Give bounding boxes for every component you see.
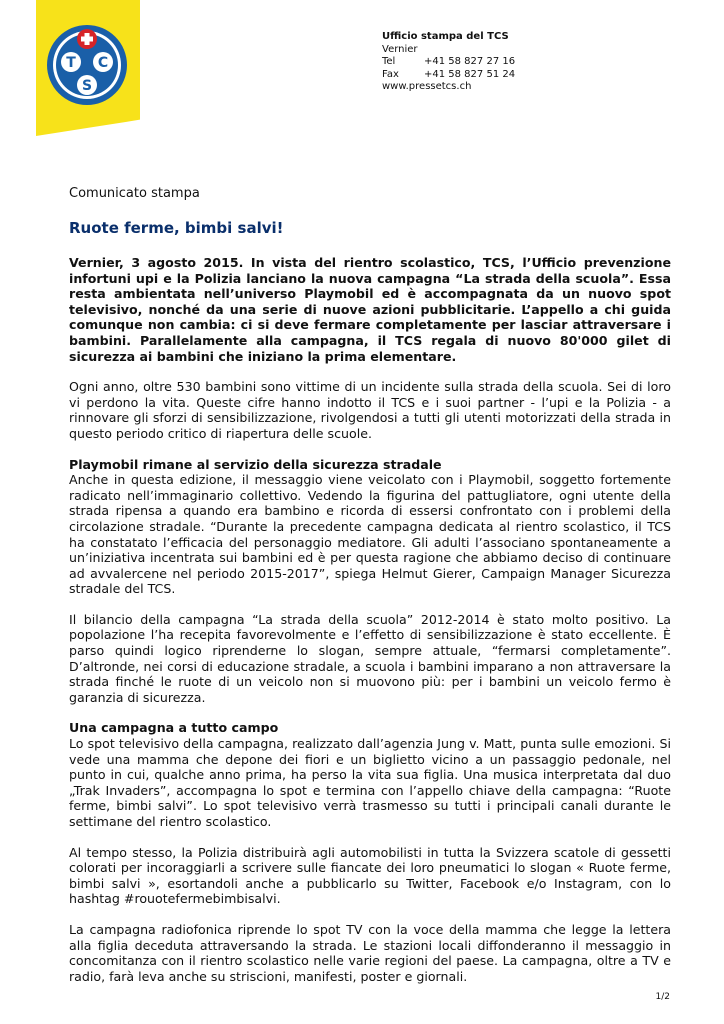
press-release-body <box>69 186 671 999</box>
section-campaign-paragraph-2: Al tempo stesso, la Polizia distribuirà agli automobilisti in tutta la Svizzera scatole di gessetti colorati per incoraggiarli a scrivere sulle fiancate dei loro pneumatici lo slogan « Ruote ferme, bimbi salvi », esortandoli anche a pubblicarlo su Twitter, Facebook e/o Instagram, con lo hashtag #rouotefermebimbisalvi. <box>69 844 671 907</box>
section-campaign <box>69 720 671 984</box>
tcs-logo <box>46 24 128 106</box>
lead-paragraph: Vernier, 3 agosto 2015. In vista del rientro scolastico, TCS, l’Ufficio prevenzione infortuni upi e la Polizia lanciano la nuova campagna “La strada della scuola”. Essa resta ambientata nell’universo Playmobil ed è accompagnata da un nuovo spot televisivo, nonché da una serie di nuove azioni pubblicitarie. L’appello a chi guida comunque non cambia: ci si deve fermare completamente per lasciar attraversare i bambini. Parallelamente alla campagna, il TCS regala di nuovo 80'000 gilet di sicurezza ai bambini che iniziano la prima elementare. <box>69 255 671 364</box>
press-office-name: Ufficio stampa del TCS <box>382 31 509 42</box>
section-campaign-paragraph-1: Lo spot televisivo della campagna, realizzato dall’agenzia Jung v. Matt, punta sulle emozioni. Si vede una mamma che depone dei fiori e un biglietto vicino a un passaggio pedonale, nel punto in cui, qualche anno prima, ha perso la vita sua figlia. Una musica interpretata dal duo „Trak Invaders”, accompagna lo spot e termina con l’appello chiave della campagna: “Ruote ferme, bimbi salvi”. Lo spot televisivo verrà trasmesso su tutti i principali canali durante le settimane del rientro scolastico. <box>69 736 671 829</box>
section-playmobil <box>69 457 671 706</box>
intro-paragraph: Ogni anno, oltre 530 bambini sono vittime di un incidente sulla strada della scuola. Sei di loro vi perdono la vita. Queste cifre hanno indotto il TCS e i suoi partner - l’upi e la Polizia - a rinnovare gli sforzi di sensibilizzazione, rivolgendosi a tutti gli utenti motorizzati della strada in questo periodo critico di riapertura delle scuole. <box>69 379 671 441</box>
press-office-contact <box>382 31 515 94</box>
fax-label: Fax <box>382 68 399 80</box>
press-office-city: Vernier <box>382 43 418 55</box>
page-title: Ruote ferme, bimbi salvi! <box>69 219 284 237</box>
tel-number: +41 58 827 27 16 <box>424 56 516 67</box>
tel-label: Tel <box>382 56 396 67</box>
logo-letter-c: C <box>97 55 109 71</box>
website-link[interactable]: www.pressetcs.ch <box>382 81 472 92</box>
logo-letter-t: T <box>66 55 76 71</box>
section-playmobil-paragraph-1: Anche in questa edizione, il messaggio viene veicolato con i Playmobil, soggetto fortemente radicato nell’immaginario collettivo. Vedendo la figurina del pattugliatore, ogni utente della strada ripensa a quando era bambino e ricorda di essersi confrontato con i problemi della circolazione stradale. “Durante la precedente campagna dedicata al rientro scolastico, il TCS ha constatato l’efficacia del personaggio mediatore. Gli adulti l’associano spontaneamente a un’iniziativa incentrata sui bambini ed è per questa ragione che abbiamo deciso di continuare ad avvalercene nel periodo 2015-2017”, spiega Helmut Gierer, Campaign Manager Sicurezza stradale del TCS. <box>69 472 671 597</box>
tel-row <box>382 56 515 69</box>
page-number: 1/2 <box>655 992 670 1002</box>
section-heading-campaign: Una campagna a tutto campo <box>69 720 279 736</box>
logo-letter-s: S <box>81 78 93 94</box>
section-campaign-paragraph-3: La campagna radiofonica riprende lo spot TV con la voce della mamma che legge la lettera alla figlia deceduta attraversando la strada. Le stazioni locali diffonderanno il messaggio in concomitanza con il rientro scolastico nelle varie regioni del paese. La campagna, oltre a TV e radio, farà leva anche su striscioni, manifesti, poster e giornali. <box>69 921 671 984</box>
section-playmobil-paragraph-2: Il bilancio della campagna “La strada della scuola” 2012-2014 è stato molto positivo. La popolazione l’ha recepita favorevolmente e l’effetto di sensibilizzazione è stato eccellente. È parso quindi logico riprenderne lo slogan, sempre attuale, “fermarsi completamente”. D’altronde, nei corsi di educazione stradale, a scuola i bambini imparano a non attraversare la strada finché le ruote di un veicolo non si muovono più: per i bambini un veicolo fermo è garanzia di sicurezza. <box>69 611 671 705</box>
fax-number: +41 58 827 51 24 <box>424 68 516 80</box>
document-type-label: Comunicato stampa <box>69 186 200 201</box>
fax-row <box>382 69 515 82</box>
section-heading-playmobil: Playmobil rimane al servizio della sicurezza stradale <box>69 456 442 472</box>
